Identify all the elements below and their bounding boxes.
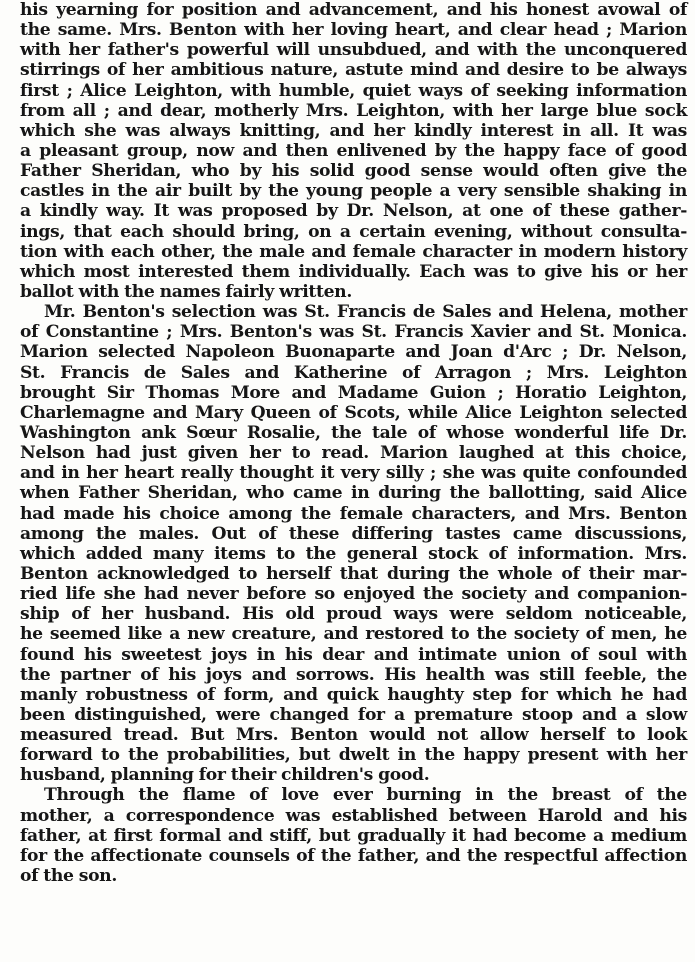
text-line: when Father Sheridan, who came in during the ballotting, said Alice [20, 483, 687, 504]
text-line: Father Sheridan, who by his solid good sense would often give the [20, 161, 687, 182]
text-line: of the son. [20, 866, 117, 887]
text-line: Washington ank Sœur Rosalie, the tale of whose wonderful life Dr. [20, 422, 687, 443]
text-line: Benton acknowledged to herself that during the whole of their mar- [20, 563, 687, 584]
text-line: a kindly way. It was proposed by Dr. Nelson, at one of these gather- [20, 201, 687, 222]
text-line: forward to the probabilities, but dwelt in the happy present with her [20, 745, 687, 766]
text-line: Marion selected Napoleon Buonaparte and Joan d'Arc ; Dr. Nelson, [20, 342, 687, 363]
text-line: measured tread. But Mrs. Benton would not allow herself to look [20, 725, 687, 746]
text-line: husband, planning for their children's good. [20, 765, 430, 786]
text-line: which she was always knitting, and her kindly interest in all. It was [20, 120, 687, 141]
text-line: Charlemagne and Mary Queen of Scots, while Alice Leighton selected [20, 402, 687, 423]
text-line: brought Sir Thomas More and Madame Guion ; Horatio Leighton, [20, 382, 687, 403]
text-line: from all ; and dear, motherly Mrs. Leighton, with her large blue sock [20, 100, 687, 121]
text-line: ballot with the names fairly written. [20, 281, 352, 302]
text-line: Mr. Benton's selection was St. Francis de Sales and Helena, mother [44, 302, 687, 323]
text-line: had made his choice among the female characters, and Mrs. Benton [20, 503, 687, 524]
text-line: found his sweetest joys in his dear and intimate union of soul with [20, 644, 687, 665]
text-line: the same. Mrs. Benton with her loving heart, and clear head ; Marion [20, 20, 687, 41]
text-line: of Constantine ; Mrs. Benton's was St. Francis Xavier and St. Monica. [20, 322, 687, 343]
text-line: mother, a correspondence was established between Harold and his [20, 805, 687, 826]
text-line: for the affectionate counsels of the father, and the respectful affection [20, 845, 687, 866]
text-line: his yearning for position and advancement, and his honest avowal of [20, 0, 687, 20]
text-line: Nelson had just given her to read. Marion laughed at this choice, [20, 443, 687, 464]
text-line: tion with each other, the male and female character in modern history [20, 241, 687, 262]
text-line: which added many items to the general stock of information. Mrs. [20, 543, 687, 564]
text-line: ship of her husband. His old proud ways were seldom noticeable, [20, 604, 687, 625]
body-text [20, 0, 687, 886]
text-line: he seemed like a new creature, and restored to the society of men, he [20, 624, 687, 645]
text-line: among the males. Out of these differing tastes came discussions, [20, 523, 687, 544]
text-line: ings, that each should bring, on a certain evening, without consulta- [20, 221, 687, 242]
text-line: St. Francis de Sales and Katherine of Arragon ; Mrs. Leighton [20, 362, 687, 383]
text-line: stirrings of her ambitious nature, astute mind and desire to be always [20, 60, 687, 81]
text-line: Through the flame of love ever burning in the breast of the [44, 785, 687, 806]
text-line: with her father's powerful will unsubdued, and with the unconquered [20, 40, 687, 61]
text-line: a pleasant group, now and then enlivened by the happy face of good [20, 140, 687, 161]
text-line: which most interested them individually. Each was to give his or her [20, 261, 687, 282]
text-line: been distinguished, were changed for a premature stoop and a slow [20, 704, 687, 725]
text-line: the partner of his joys and sorrows. His health was still feeble, the [20, 664, 687, 685]
text-line: first ; Alice Leighton, with humble, quiet ways of seeking information [20, 80, 687, 101]
text-line: father, at first formal and stiff, but gradually it had become a medium [20, 825, 687, 846]
text-line: castles in the air built by the young people a very sensible shaking in [20, 181, 687, 202]
text-line: and in her heart really thought it very silly ; she was quite confounded [20, 463, 687, 484]
text-line: ried life she had never before so enjoyed the society and companion- [20, 584, 687, 605]
text-line: manly robustness of form, and quick haughty step for which he had [20, 684, 687, 705]
